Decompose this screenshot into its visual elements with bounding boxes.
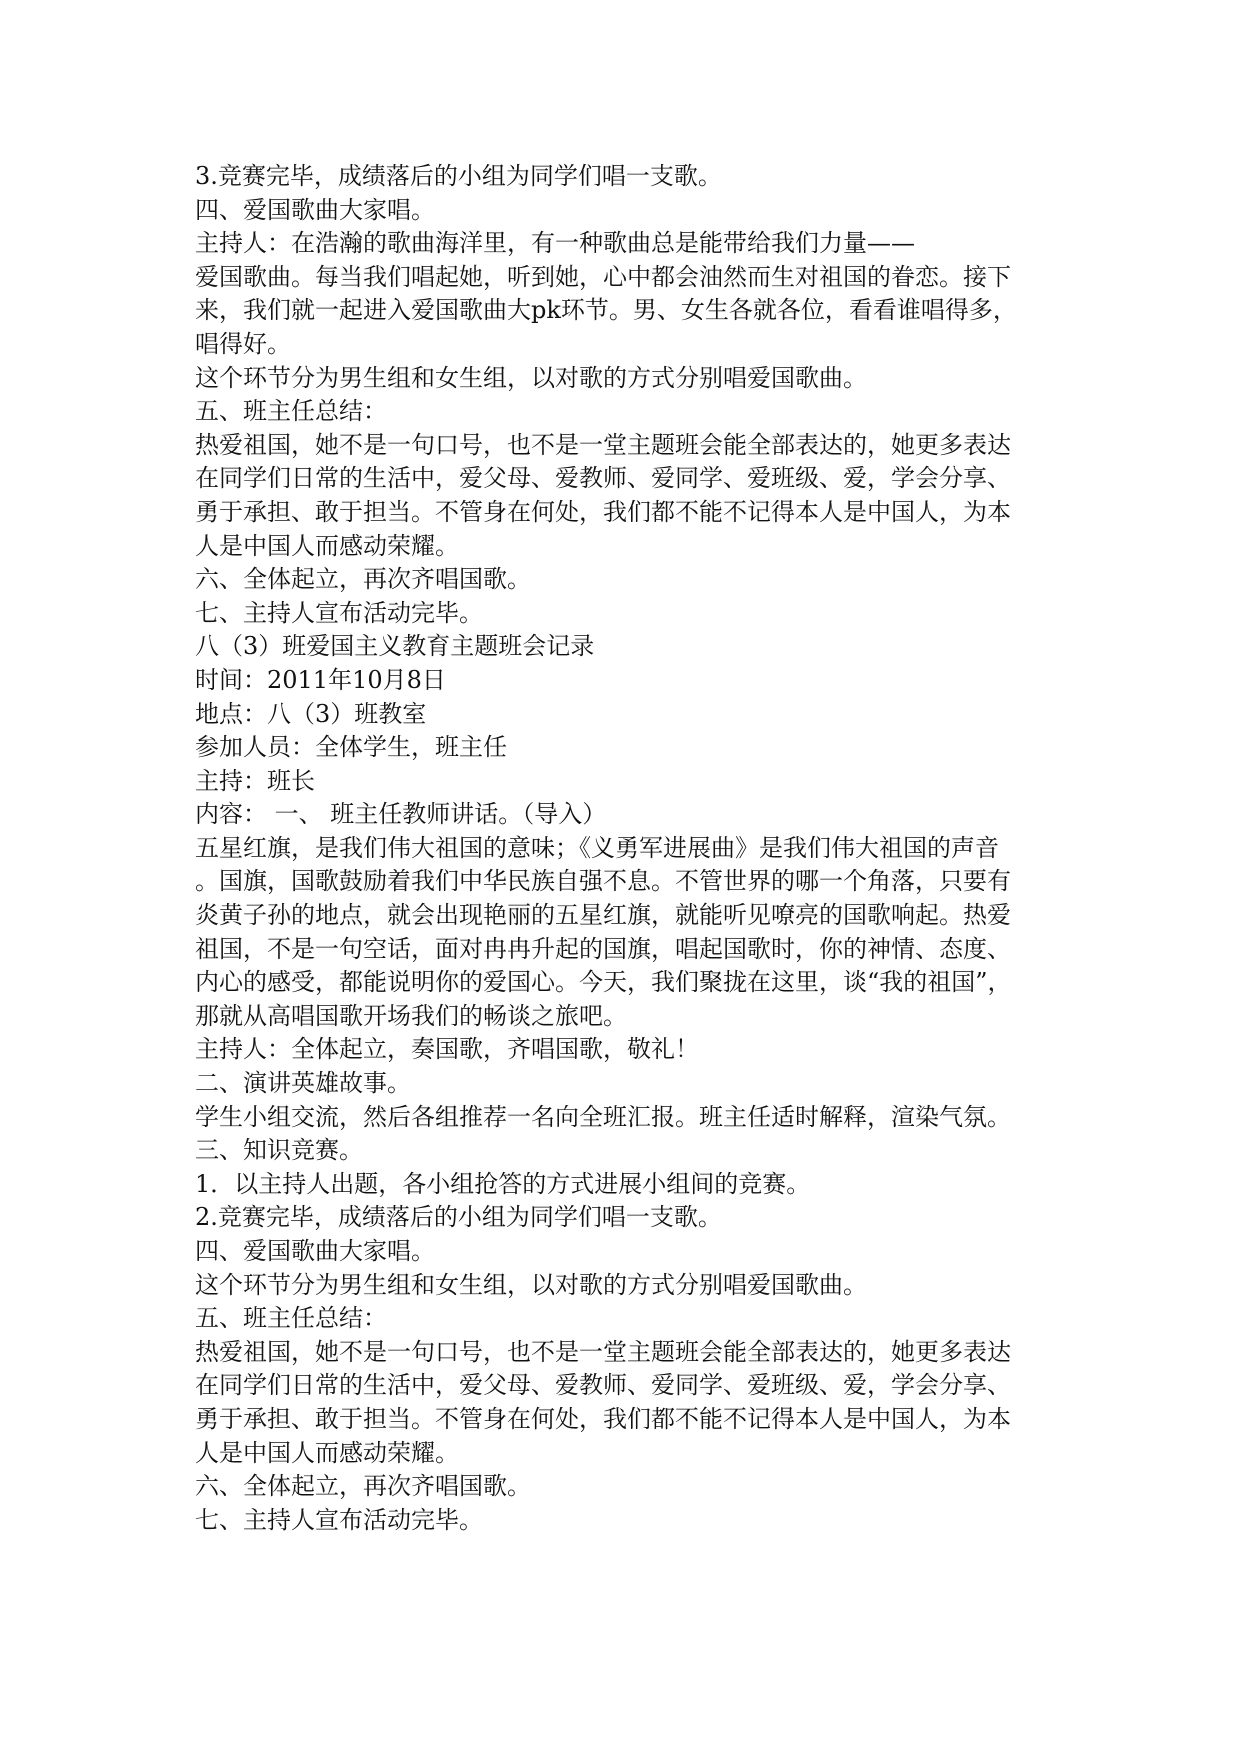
text-line: 五星红旗，是我们伟大祖国的意味；《义勇军进展曲》是我们伟大祖国的声音 <box>195 833 999 862</box>
text-line: 参加人员：全体学生，班主任 <box>195 733 507 762</box>
text-line: 祖国，不是一句空话，面对冉冉升起的国旗，唱起国歌时，你的神情、态度、 <box>195 934 1011 963</box>
text-line: 在同学们日常的生活中，爱父母、爱教师、爱同学、爱班级、爱，学会分享、 <box>195 464 1011 493</box>
text-line: 二、演讲英雄故事。 <box>195 1069 411 1098</box>
text-line: 勇于承担、敢于担当。不管身在何处，我们都不能不记得本人是中国人，为本 <box>195 497 1011 526</box>
text-line: 六、全体起立，再次齐唱国歌。 <box>195 565 531 594</box>
text-line: 2.竞赛完毕，成绩落后的小组为同学们唱一支歌。 <box>195 1203 722 1232</box>
text-line: 1．以主持人出题，各小组抢答的方式进展小组间的竞赛。 <box>195 1169 811 1198</box>
text-line: 主持人：在浩瀚的歌曲海洋里，有一种歌曲总是能带给我们力量—— <box>195 229 915 258</box>
text-line: 人是中国人而感动荣耀。 <box>195 531 459 560</box>
text-line: 炎黄子孙的地点，就会出现艳丽的五星红旗，就能听见嘹亮的国歌响起。热爱 <box>195 901 1011 930</box>
text-line: 这个环节分为男生组和女生组，以对歌的方式分别唱爱国歌曲。 <box>195 363 867 392</box>
text-line: 地点：八（3）班教室 <box>195 699 427 728</box>
text-line: 五、班主任总结： <box>195 397 387 426</box>
text-line: 七、主持人宣布活动完毕。 <box>195 1505 483 1534</box>
text-line: 。国旗，国歌鼓励着我们中华民族自强不息。不管世界的哪一个角落，只要有 <box>195 867 1011 896</box>
text-line: 四、爱国歌曲大家唱。 <box>195 1237 435 1265</box>
text-line: 这个环节分为男生组和女生组，以对歌的方式分别唱爱国歌曲。 <box>195 1270 867 1299</box>
text-line: 时间：2011年10月8日 <box>195 665 446 694</box>
text-line: 热爱祖国，她不是一句口号，也不是一堂主题班会能全部表达的，她更多表达 <box>195 1337 1011 1366</box>
text-line: 在同学们日常的生活中，爱父母、爱教师、爱同学、爱班级、爱，学会分享、 <box>195 1371 1011 1400</box>
document-body <box>195 160 1055 1537</box>
text-line: 爱国歌曲。每当我们唱起她，听到她，心中都会油然而生对祖国的眷恋。接下 <box>195 262 1011 291</box>
text-line: 热爱祖国，她不是一句口号，也不是一堂主题班会能全部表达的，她更多表达 <box>195 430 1011 459</box>
text-line: 唱得好。 <box>195 329 291 358</box>
text-line: 内心的感受，都能说明你的爱国心。今天，我们聚拢在这里，谈“我的祖国”， <box>195 968 1012 997</box>
text-line: 七、主持人宣布活动完毕。 <box>195 598 483 627</box>
text-line: 三、知识竞赛。 <box>195 1136 363 1165</box>
text-line: 来，我们就一起进入爱国歌曲大pk环节。男、女生各就各位，看看谁唱得多， <box>195 296 1017 325</box>
text-line: 六、全体起立，再次齐唱国歌。 <box>195 1472 531 1501</box>
text-line: 学生小组交流，然后各组推荐一名向全班汇报。班主任适时解释，渲染气氛。 <box>195 1102 1011 1131</box>
text-line: 主持人：全体起立，奏国歌，齐唱国歌，敬礼！ <box>195 1035 699 1064</box>
text-line: 人是中国人而感动荣耀。 <box>195 1438 459 1467</box>
text-line: 勇于承担、敢于担当。不管身在何处，我们都不能不记得本人是中国人，为本 <box>195 1404 1011 1433</box>
text-line: 3.竞赛完毕，成绩落后的小组为同学们唱一支歌。 <box>195 162 722 190</box>
section-title: 八（3）班爱国主义教育主题班会记录 <box>195 632 595 661</box>
text-line: 四、爱国歌曲大家唱。 <box>195 195 435 224</box>
text-line: 主持：班长 <box>195 766 315 795</box>
text-line: 那就从高唱国歌开场我们的畅谈之旅吧。 <box>195 1001 627 1030</box>
text-line: 内容： 一、 班主任教师讲话。（导入） <box>195 800 607 829</box>
text-line: 五、班主任总结： <box>195 1304 387 1333</box>
